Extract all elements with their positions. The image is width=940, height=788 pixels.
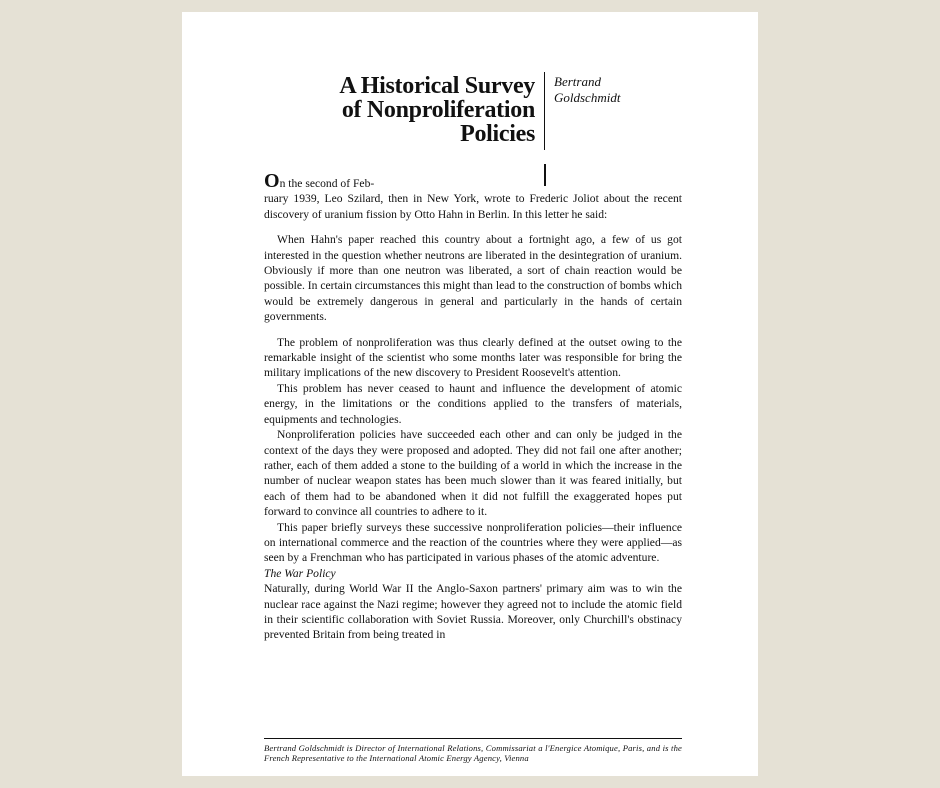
author-line: Goldschmidt (554, 90, 621, 105)
paragraph: Nonproliferation policies have succeeded each other and can only be judged in the context of the days they were proposed and adopted. They did not fail one after another; rather, each of them added a stone to the building of a world in which the increase in the number of nuclear weapon states has been much slower than it was feared initially, but each of them had to be abandoned when it did not fulfill the exaggerated hopes put forward to convince all countries to adhere to it. (264, 428, 682, 519)
author-line: Bertrand (554, 74, 601, 89)
block-quote: When Hahn's paper reached this country about a fortnight ago, a few of us got interested in the question whether neutrons are liberated in the desintegration of uranium. Obviously if more than one neutron was liberated, a sort of chain reaction would be possible. In certain circumstances this might than lead to the construction of bombs which would be extremely dangerous in general and particularly in the hands of certain governments. (264, 233, 682, 324)
title-divider (544, 72, 545, 150)
opening-paragraph: ruary 1939, Leo Szilard, then in New York, wrote to Frederic Joliot about the recent discovery of uranium fission by Otto Hahn in Berlin. In this letter he said: (264, 192, 682, 221)
opening-text: n the second of Feb- (279, 177, 375, 190)
title-line: Policies (460, 121, 535, 147)
title-line: of Nonproliferation (341, 97, 535, 123)
section-heading: The War Policy (264, 566, 336, 580)
paragraph: This problem has never ceased to haunt and influence the development of atomic energy, in the limitations or the conditions applied to the transfers of materials, equipments and technologies. (264, 381, 682, 426)
paragraph: This paper briefly surveys these successive nonproliferation policies—their influence on international commerce and the reaction of the countries where they were applied—as seen by a Frenchman who has participated in various phases of the atomic adventure. (264, 520, 682, 565)
footnote-divider (264, 738, 682, 739)
author-byline (554, 74, 620, 106)
paragraph: The problem of nonproliferation was thus clearly defined at the outset owing to the remarkable insight of the scientist who some months later was responsible for bring the military implications of the new discovery to President Roosevelt's attention. (264, 335, 682, 380)
document-page (182, 12, 758, 776)
author-footnote: Bertrand Goldschmidt is Director of International Relations, Commissariat a l'Energice Atomique, Paris, and is the French Representative to the International Atomic Energy Agency, Vienna (264, 743, 682, 764)
article-body (264, 170, 682, 643)
drop-cap: O (264, 170, 280, 192)
section-paragraph: Naturally, during World War II the Anglo-Saxon partners' primary aim was to win the nuclear race against the Nazi regime; however they agreed not to include the atomic field in their scientific collaboration with Soviet Russia. Moreover, only Churchill's obstinacy prevented Britain from being treated in (264, 582, 682, 642)
article-title (339, 74, 535, 146)
opening-line (264, 170, 682, 192)
title-line: A Historical Survey (339, 73, 535, 99)
